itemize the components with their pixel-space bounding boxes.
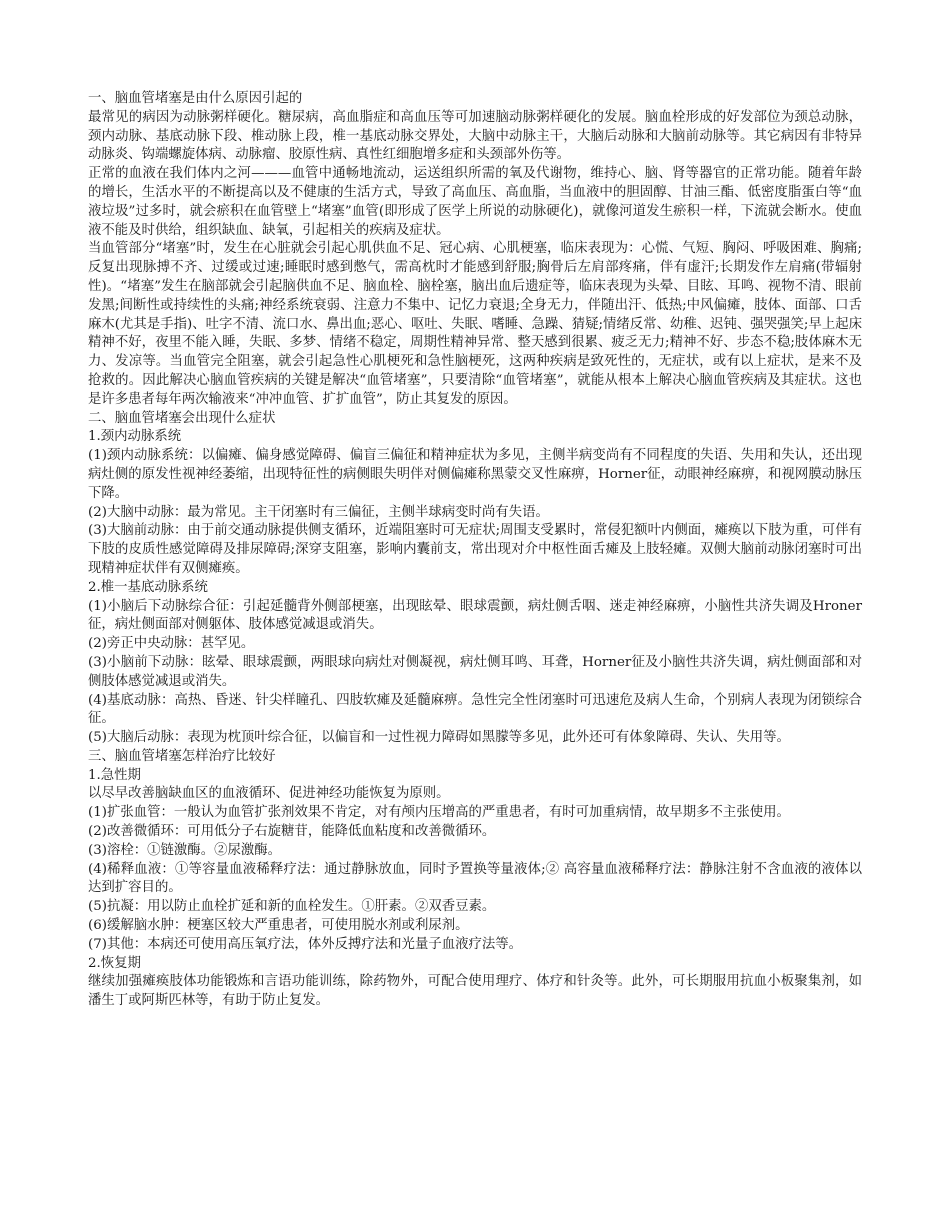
- paragraph: (6)缓解脑水肿：梗塞区较大严重患者，可使用脱水剂或利尿剂。: [88, 918, 469, 934]
- paragraph: (1)颈内动脉系统：以偏瘫、偏身感觉障碍、偏盲三偏征和精神症状为多见，主侧半病变尚有不同程度的失语、失用和失认，还出现病灶侧的原发性视神经萎缩，出现特征性的病侧眼失明伴对侧偏瘫称黑蒙交叉性麻痹，Horner征，动眼神经麻痹，和视网膜动脉压下降。: [88, 448, 862, 501]
- paragraph: (3)大脑前动脉：由于前交通动脉提供侧支循环，近端阻塞时可无症状;周围支受累时，常侵犯额叶内侧面，瘫痪以下肢为重，可伴有下肢的皮质性感觉障碍及排尿障碍;深穿支阻塞，影响内囊前支，常出现对介中枢性面舌瘫及上肢轻瘫。双侧大脑前动脉闭塞时可出现精神症状伴有双侧瘫痪。: [88, 523, 862, 576]
- paragraph: (5)大脑后动脉：表现为枕顶叶综合征，以偏盲和一过性视力障碍如黑朦等多见，此外还可有体象障碍、失认、失用等。: [88, 730, 790, 746]
- subsection-heading: 2.椎一基底动脉系统: [88, 579, 208, 595]
- subsection-heading: 2.恢复期: [88, 955, 141, 971]
- section-heading: 一、脑血管堵塞是由什么原因引起的: [88, 91, 303, 106]
- paragraph: (7)其他：本病还可使用高压氧疗法，体外反搏疗法和光量子血液疗法等。: [88, 936, 523, 952]
- paragraph: 当血管部分“堵塞”时，发生在心脏就会引起心肌供血不足、冠心病、心肌梗塞，临床表现为：心慌、气短、胸闷、呼吸困难、胸痛;反复出现脉搏不齐、过缓或过速;睡眠时感到憋气，需高枕时才能感到舒服;胸骨后左肩部疼痛，伴有虚汗;长期发作左肩痛(带辐射性)。“堵塞”发生在脑部就会引起脑供血不足、脑血栓、脑栓塞，脑出血后遗症等，临床表现为头晕、目眩、耳鸣、视物不清、眼前发黑;间断性或持续性的头痛;神经系统衰弱、注意力不集中、记忆力衰退;全身无力，伴随出汗、低热;中风偏瘫，肢体、面部、口舌麻木(尤其是手指)、吐字不清、流口水、鼻出血;恶心、呕吐、失眠、嗜睡、急躁、猜疑;情绪反常、幼稚、迟钝、强哭强笑;早上起床精神不好，夜里不能入睡，失眠、多梦、情绪不稳定，周期性精神异常、整天感到很累、疲乏无力;精神不好、步态不稳;肢体麻木无力、发凉等。当血管完全阻塞，就会引起急性心肌梗死和急性脑梗死，这两种疾病是致死性的，无症状，或有以上症状，是来不及抢救的。因此解决心脑血管疾病的关键是解决“血管堵塞”，只要清除“血管堵塞”，就能从根本上解决心脑血管疾病及其症状。这也是许多患者每年两次输液来“冲冲血管、扩扩血管”，防止其复发的原因。: [88, 241, 862, 407]
- paragraph: (5)抗凝：用以防止血栓扩延和新的血栓发生。①肝素。②双香豆素。: [88, 899, 496, 915]
- subsection-heading: 1.颈内动脉系统: [88, 429, 182, 445]
- paragraph: (2)改善微循环：可用低分子右旋糖苷，能降低血粘度和改善微循环。: [88, 824, 496, 840]
- paragraph: (3)溶栓：①链激酶。②尿激酶。: [88, 842, 282, 858]
- paragraph: 继续加强瘫痪肢体功能锻炼和言语功能训练，除药物外，可配合使用理疗、体疗和针灸等。此外，可长期服用抗血小板聚集剂，如潘生丁或阿斯匹林等，有助于防止复发。: [88, 974, 862, 1009]
- paragraph: (4)基底动脉：高热、昏迷、针尖样瞳孔、四肢软瘫及延髓麻痹。急性完全性闭塞时可迅速危及病人生命，个别病人表现为闭锁综合征。: [88, 692, 862, 727]
- document-body: [88, 90, 862, 1011]
- section-heading: 二、脑血管堵塞会出现什么症状: [88, 410, 276, 426]
- paragraph: (4)稀释血液：①等容量血液稀释疗法：通过静脉放血，同时予置换等量液体;② 高容量血液稀释疗法：静脉注射不含血液的液体以达到扩容目的。: [88, 861, 862, 896]
- subsection-heading: 1.急性期: [88, 767, 141, 783]
- paragraph: 正常的血液在我们体内之河———血管中通畅地流动，运送组织所需的氧及代谢物，维持心、脑、肾等器官的正常功能。随着年龄的增长，生活水平的不断提高以及不健康的生活方式，导致了高血压、高血脂，当血液中的胆固醇、甘油三酯、低密度脂蛋白等“血液垃圾”过多时，就会瘀积在血管壁上“堵塞”血管(即形成了医学上所说的动脉硬化)，就像河道发生瘀积一样，下流就会断水。使血液不能及时供给，组织缺血、缺氧，引起相关的疾病及症状。: [88, 166, 862, 238]
- paragraph: (2)旁正中央动脉：甚罕见。: [88, 636, 255, 652]
- paragraph: (3)小脑前下动脉：眩晕、眼球震颤，两眼球向病灶对侧凝视，病灶侧耳鸣、耳聋，Horner征及小脑性共济失调，病灶侧面部和对侧肢体感觉减退或消失。: [88, 654, 862, 689]
- paragraph: (1)小脑后下动脉综合征：引起延髓背外侧部梗塞，出现眩晕、眼球震颤，病灶侧舌咽、迷走神经麻痹，小脑性共济失调及Hroner征，病灶侧面部对侧躯体、肢体感觉减退或消失。: [88, 598, 862, 633]
- paragraph: (1)扩张血管：一般认为血管扩张剂效果不肯定，对有颅内压增高的严重患者，有时可加重病情，故早期多不主张使用。: [88, 805, 790, 821]
- section-heading: 三、脑血管堵塞怎样治疗比较好: [88, 748, 276, 764]
- paragraph: 以尽早改善脑缺血区的血液循环、促进神经功能恢复为原则。: [88, 786, 450, 802]
- paragraph: (2)大脑中动脉：最为常见。主干闭塞时有三偏征，主侧半球病变时尚有失语。: [88, 504, 549, 520]
- paragraph: 最常见的病因为动脉粥样硬化。糖尿病，高血脂症和高血压等可加速脑动脉粥样硬化的发展。脑血栓形成的好发部位为颈总动脉，颈内动脉、基底动脉下段、椎动脉上段，椎一基底动脉交界处，大脑中动脉主干，大脑后动脉和大脑前动脉等。其它病因有非特异动脉炎、钩端螺旋体病、动脉瘤、胶原性病、真性红细胞增多症和头颈部外伤等。: [88, 109, 862, 163]
